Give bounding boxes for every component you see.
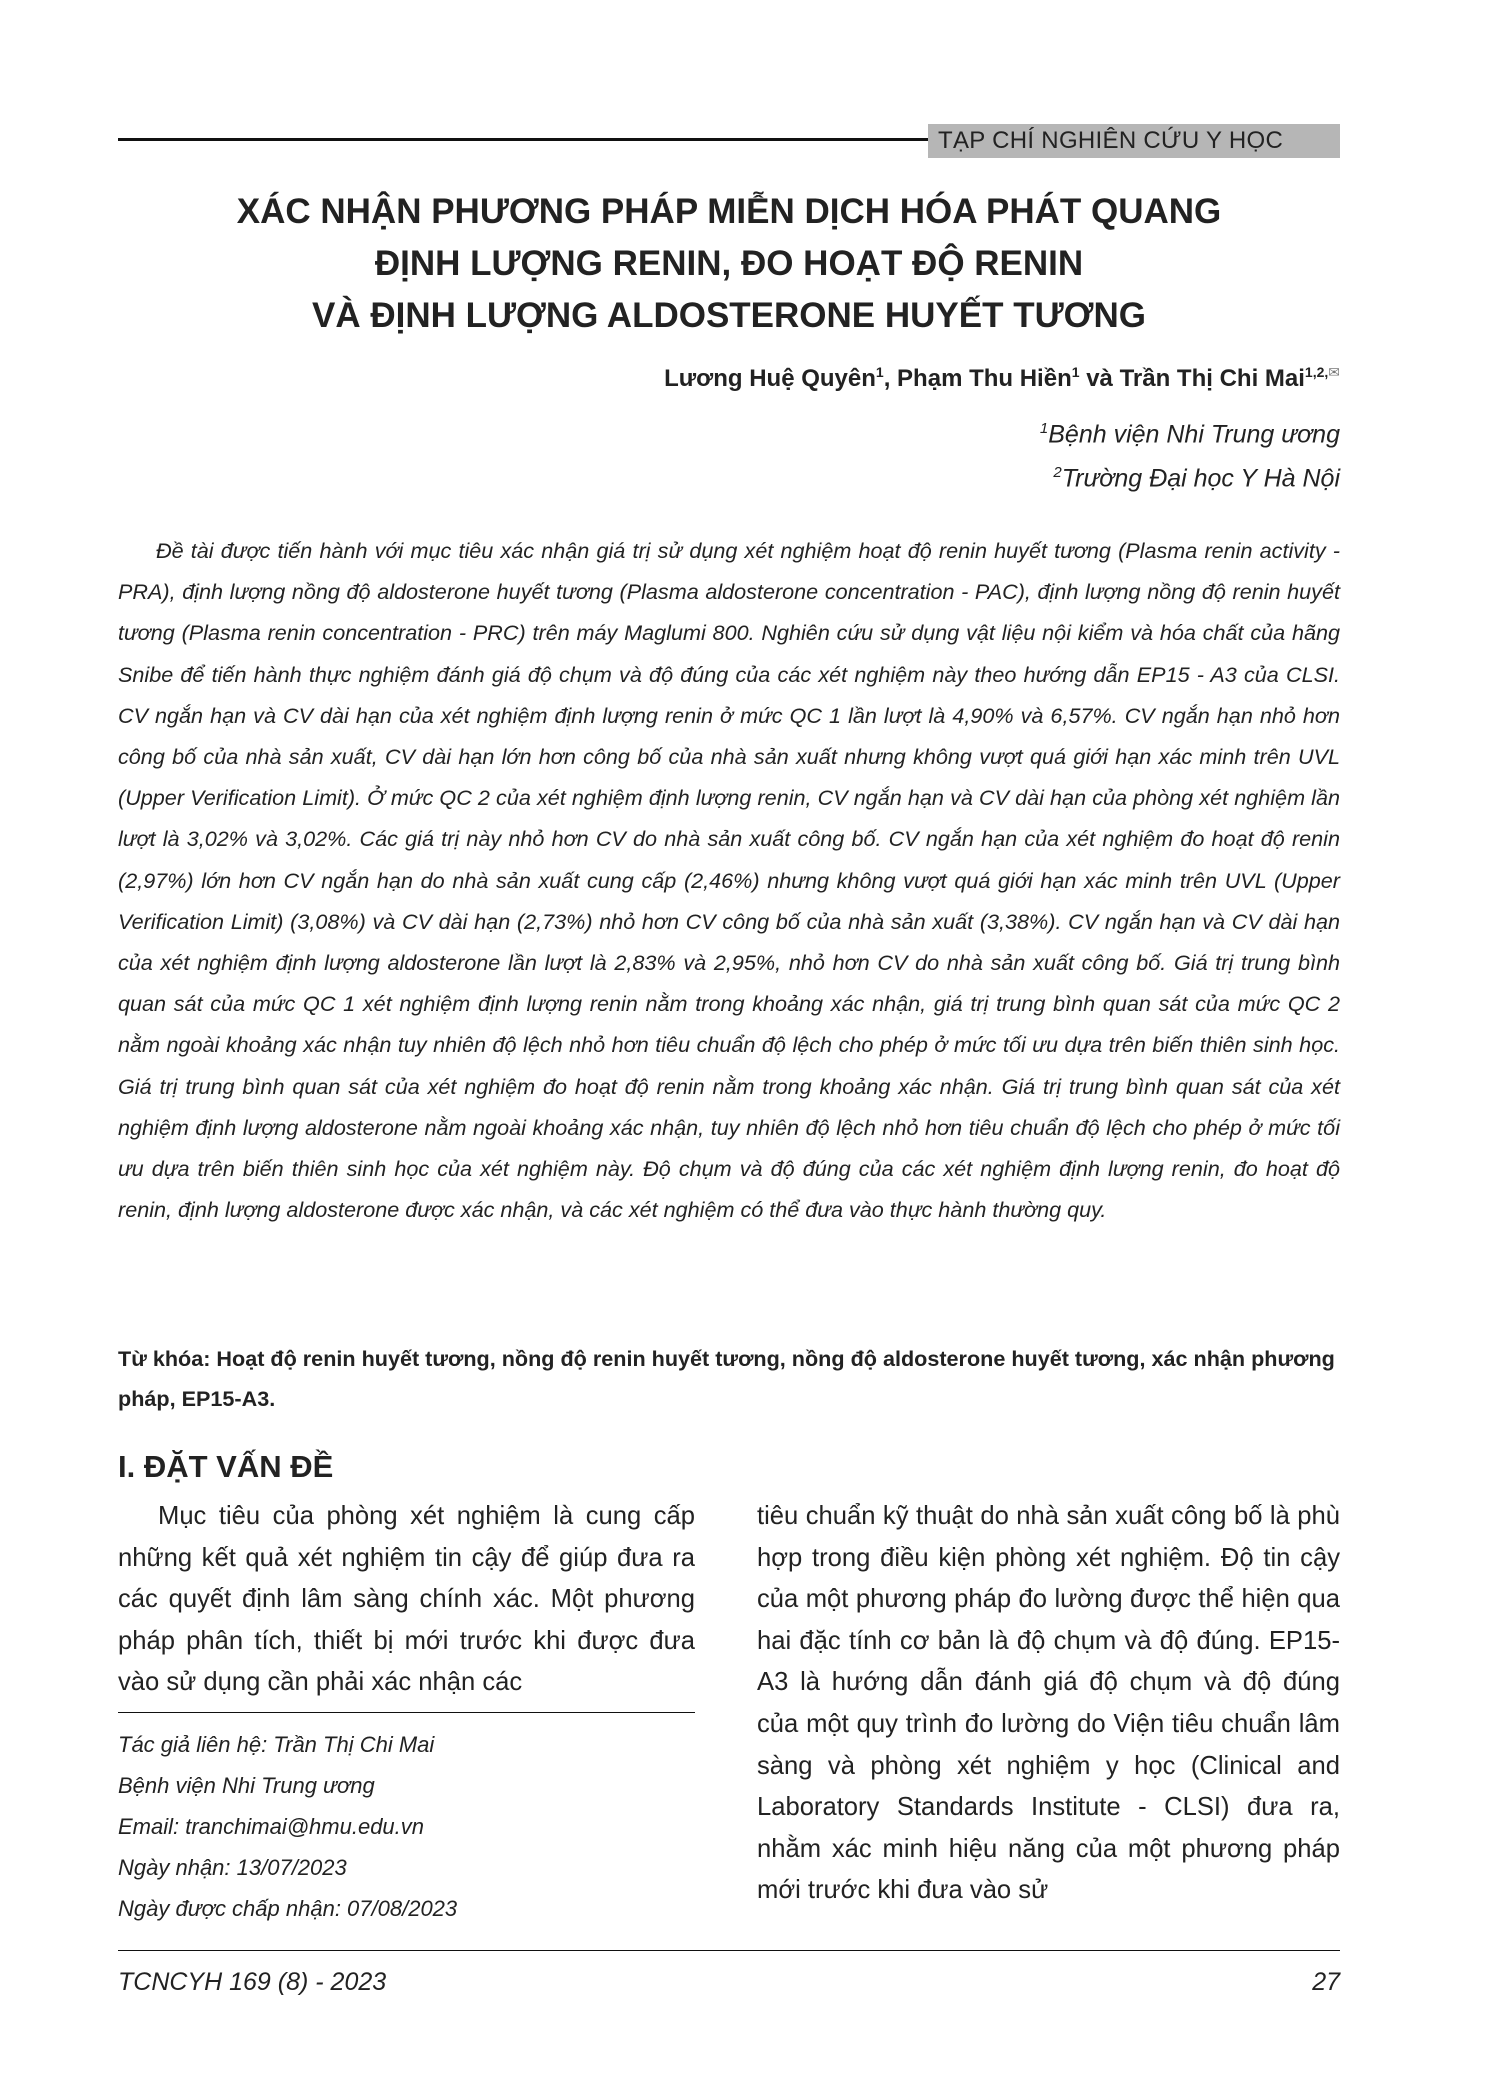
footnote-rule [118, 1712, 695, 1713]
affiliation-1 [1040, 420, 1340, 449]
author-separator: , [883, 365, 898, 392]
envelope-icon: ✉ [1328, 364, 1340, 380]
abstract: Đề tài được tiến hành với mục tiêu xác nhận giá trị sử dụng xét nghiệm hoạt độ renin huyết tương (Plasma renin activity - PRA), định lượng nồng độ aldosterone huyết tương (Plasma aldosterone concentration - PAC), định lượng nồng độ renin huyết tương (Plasma renin concentration - PRC) trên máy Maglumi 800. Nghiên cứu sử dụng vật liệu nội kiểm và hóa chất của hãng Snibe để tiến hành thực nghiệm đánh giá độ chụm và độ đúng của các xét nghiệm này theo hướng dẫn EP15 - A3 của CLSI. CV ngắn hạn và CV dài hạn của xét nghiệm định lượng renin ở mức QC 1 lần lượt là 4,90% và 6,57%. CV ngắn hạn nhỏ hơn công bố của nhà sản xuất, CV dài hạn lớn hơn công bố của nhà sản xuất nhưng không vượt quá giới hạn xác minh trên UVL (Upper Verification Limit). Ở mức QC 2 của xét nghiệm định lượng renin, CV ngắn hạn và CV dài hạn của phòng xét nghiệm lần lượt là 3,02% và 3,02%. Các giá trị này nhỏ hơn CV do nhà sản xuất công bố. CV ngắn hạn của xét nghiệm đo hoạt độ renin (2,97%) lớn hơn CV ngắn hạn do nhà sản xuất cung cấp (2,46%) nhưng không vượt quá giới hạn xác minh trên UVL (Upper Verification Limit) (3,08%) và CV dài hạn (2,73%) nhỏ hơn CV công bố của nhà sản xuất (3,38%). CV ngắn hạn và CV dài hạn của xét nghiệm định lượng aldosterone lần lượt là 2,83% và 2,95%, nhỏ hơn CV do nhà sản xuất công bố. Giá trị trung bình quan sát của mức QC 1 xét nghiệm định lượng renin nằm trong khoảng xác nhận, giá trị trung bình quan sát của mức QC 2 nằm ngoài khoảng xác nhận tuy nhiên độ lệch nhỏ hơn tiêu chuẩn độ lệch cho phép ở mức tối ưu dựa trên biến thiên sinh học. Giá trị trung bình quan sát của xét nghiệm đo hoạt độ renin nằm trong khoảng xác nhận. Giá trị trung bình quan sát của xét nghiệm định lượng aldosterone nằm ngoài khoảng xác nhận, tuy nhiên độ lệch nhỏ hơn tiêu chuẩn độ lệch cho phép ở mức tối ưu dựa trên biến thiên sinh học của xét nghiệm này. Độ chụm và độ đúng của các xét nghiệm định lượng renin, đo hoạt độ renin, định lượng aldosterone được xác nhận, và các xét nghiệm có thể đưa vào thực hành thường quy. [118, 538, 1340, 1223]
correspondence-note [118, 1724, 695, 1929]
title-line-3: VÀ ĐỊNH LƯỢNG ALDOSTERONE HUYẾT TƯƠNG [311, 296, 1146, 335]
affiliation-2 [1053, 464, 1340, 493]
title-line-1: XÁC NHẬN PHƯƠNG PHÁP MIỄN DỊCH HÓA PHÁT QUANG [236, 192, 1222, 231]
title-line-2: ĐỊNH LƯỢNG RENIN, ĐO HOẠT ĐỘ RENIN [374, 244, 1084, 283]
corresponding-institution: Bệnh viện Nhi Trung ương [118, 1773, 375, 1798]
author-superscript: 1,2, [1304, 364, 1329, 380]
article-title [118, 186, 1340, 342]
journal-issue: TCNCYH 169 (8) - 2023 [118, 1968, 387, 1996]
affiliation-superscript: 2 [1053, 464, 1062, 481]
author-superscript: 1 [875, 364, 884, 380]
received-date: Ngày nhận: 13/07/2023 [118, 1855, 347, 1880]
affiliation-name: Bệnh viện Nhi Trung ương [1048, 420, 1340, 449]
affiliation-superscript: 1 [1039, 420, 1049, 437]
page-number: 27 [1312, 1968, 1340, 1996]
accepted-date: Ngày được chấp nhận: 07/08/2023 [118, 1896, 458, 1921]
author-separator: và [1079, 365, 1120, 392]
author-superscript: 1 [1071, 364, 1080, 380]
author-name: Phạm Thu Hiền [897, 365, 1072, 392]
header-rule [118, 138, 930, 141]
corresponding-author: Tác giả liên hệ: Trần Thị Chi Mai [118, 1732, 435, 1757]
body-text-right-column: tiêu chuẩn kỹ thuật do nhà sản xuất công bố là phù hợp trong điều kiện phòng xét nghiệm. Độ tin cậy của một phương pháp đo lường được thể hiện qua hai đặc tính cơ bản là độ chụm và độ đúng. EP15-A3 là hướng dẫn đánh giá độ chụm và độ đúng của một quy trình đo lường do Viện tiêu chuẩn lâm sàng và phòng xét nghiệm y học (Clinical and Laboratory Standards Institute - CLSI) đưa ra, nhằm xác minh hiệu năng của một phương pháp mới trước khi đưa vào sử [757, 1502, 1340, 1905]
journal-name-tag: TẠP CHÍ NGHIÊN CỨU Y HỌC [928, 124, 1340, 158]
footer-rule [118, 1950, 1340, 1951]
author-list [664, 364, 1340, 393]
section-heading: I. ĐẶT VẤN ĐỀ [118, 1449, 334, 1484]
author-name: Lương Huệ Quyên [664, 365, 876, 392]
body-text-left-column: Mục tiêu của phòng xét nghiệm là cung cấp những kết quả xét nghiệm tin cậy để giúp đưa ra các quyết định lâm sàng chính xác. Một phương pháp phân tích, thiết bị mới trước khi được đưa vào sử dụng cần phải xác nhận các [118, 1502, 695, 1697]
keywords: Từ khóa: Hoạt độ renin huyết tương, nồng độ renin huyết tương, nồng độ aldosterone huyết tương, xác nhận phương pháp, EP15-A3. [118, 1346, 1335, 1411]
affiliation-name: Trường Đại học Y Hà Nội [1061, 464, 1340, 493]
author-name: Trần Thị Chi Mai [1119, 365, 1305, 392]
corresponding-email: Email: tranchimai@hmu.edu.vn [118, 1814, 425, 1839]
